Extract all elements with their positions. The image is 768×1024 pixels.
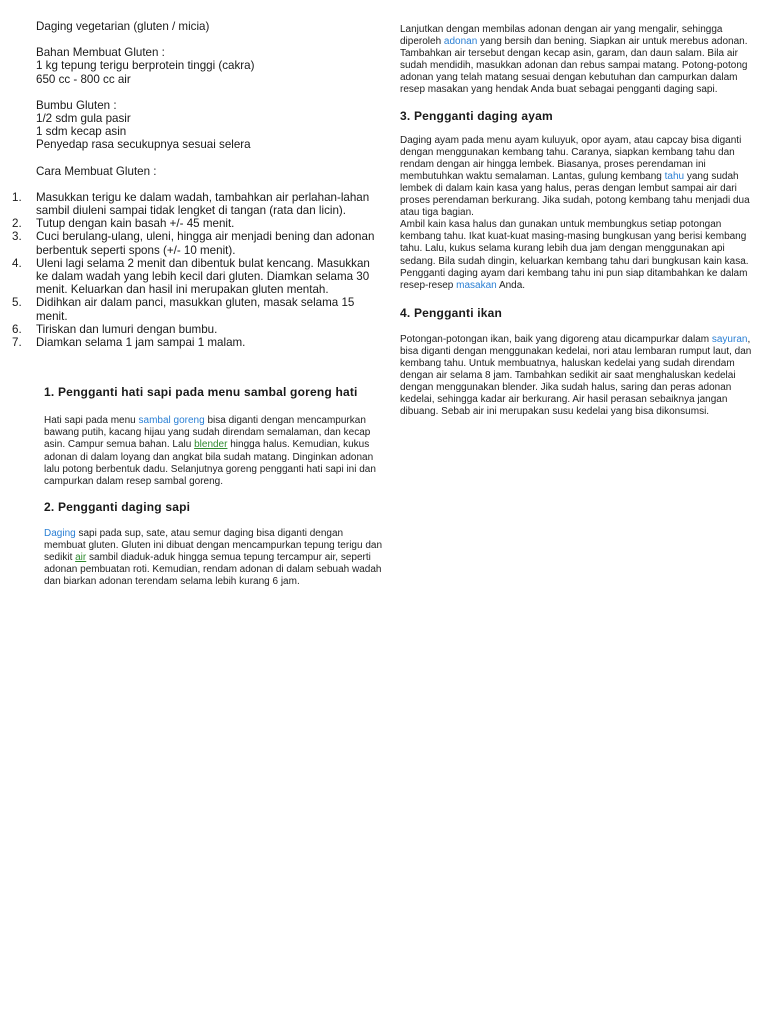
step-item: 5. Didihkan air dalam panci, masukkan gluten, masak selama 15 menit. <box>12 296 355 323</box>
method-heading: Cara Membuat Gluten : <box>36 164 157 178</box>
recipe-intro <box>0 20 376 191</box>
step-item: 2. Tutup dengan kain basah +/- 45 menit. <box>12 217 235 231</box>
seasoning-heading: Bumbu Gluten : <box>36 98 117 112</box>
section-body: Daging sapi pada sup, sate, atau semur daging bisa diganti dengan membuat gluten. Gluten ini dibuat dengan mencampurkan tepung terigu dan sedikit air sambil diaduk-aduk hingga semua tepung tercampur air, seperti adonan pembuatan roti. Kemudian, rendam adonan di dalam sebuah wadah dan biarkan adonan terendam selama lebih kurang 6 jam. <box>44 527 383 588</box>
step-item: 1. Masukkan terigu ke dalam wadah, tambahkan air perlahan-lahan sambil diuleni sampai tidak lengket di tangan (rata dan licin). <box>12 190 370 218</box>
section-body: Potongan-potongan ikan, baik yang digoreng atau dicampurkar dalam sayuran, bisa diganti dengan menggunakan kedelai, nori atau lembaran rumput laut, dan kembang tahu. Untuk membuatnya, haluskan kedelai yang sudah direndam dengan air selama 8 jam. Tambahkan sedikit air saat menghaluskan kedelai dengan menggunakan blender. Jika sudah halus, saring dan peras adonan kedelai, sehingga kadar air berkurang. Air hasil perasan sebaiknya jangan dibuang. Sebab air ini merupakan susu kedelai yang bisa dikonsumsi. <box>400 333 752 418</box>
link-adonan[interactable]: adonan <box>443 36 478 48</box>
section-hati-sapi <box>0 385 384 588</box>
seasoning-item: 1/2 sdm gula pasir <box>36 112 131 126</box>
link-tahu[interactable]: tahu <box>664 170 685 182</box>
step-item: 3. Cuci berulang-ulang, uleni, hingga air menjadi bening dan adonan berbentuk seperti spons (+/- 10 menit). <box>12 230 375 257</box>
link-masakan[interactable]: masakan <box>456 279 497 291</box>
step-item: 6. Tiriskan dan lumuri dengan bumbu. <box>12 322 218 336</box>
ingredient-item: 650 cc - 800 cc air <box>36 72 131 86</box>
section-body-continued: Lanjutkan dengan membilas adonan dengan air yang mengalir, sehingga diperoleh adonan yang bersih dan bening. Siapkan air untuk merebus adonan. Tambahkan air tersebut dengan kecap asin, garam, dan daun salam. Bila air sudah mendidih, masukkan adonan dan rebus sampai matang. Potong-potong adonan yang telah matang sesuai dengan kebutuhan dan campurkan dalam resep masakan yang hendak Anda buat sebagai pengganti daging sapi. <box>400 24 748 96</box>
left-column <box>0 20 390 588</box>
step-item: 7. Diamkan selama 1 jam sampai 1 malam. <box>12 336 246 350</box>
section-title: 1. Pengganti hati sapi pada menu sambal goreng hati <box>44 385 358 400</box>
section-body: Hati sapi pada menu sambal goreng bisa diganti dengan mencampurkan bawang putih, kacang hijau yang sudah direndam semalaman, dan kecap asin. Campur semua bahan. Lalu blender hingga halus. Kemudian, kukus adonan di dalam loyang dan angkat bila sudah matang. Dinginkan adonan lalu potong berbentuk dadu. Selanjutnya goreng pengganti hati sapi ini dan campurkan dalam resep sambal goreng. <box>44 415 376 487</box>
ingredient-item: 1 kg tepung terigu berprotein tinggi (cakra) <box>36 59 255 73</box>
right-column <box>400 24 752 418</box>
link-blender[interactable]: blender <box>194 439 228 451</box>
section-title: 2. Pengganti daging sapi <box>44 499 191 514</box>
seasoning-item: Penyedap rasa secukupnya sesuai selera <box>36 138 251 152</box>
section-title: 4. Pengganti ikan <box>400 305 503 320</box>
link-sambal-goreng[interactable]: sambal goreng <box>138 415 205 427</box>
ingredients-heading: Bahan Membuat Gluten : <box>36 46 165 60</box>
section-body: Daging ayam pada menu ayam kuluyuk, opor ayam, atau capcay bisa diganti dengan menggunakan kembang tahu. Caranya, siapkan kembang tahu dan rendam dengan air hingga lembek. Biasanya, proses perendaman ini membutuhkan waktu semalaman. Lantas, gulung kembang tahu yang sudah lembek di dalam kain kasa yang halus, peras dengan lembut sampai air dari proses perendaman berkurang. Jika sudah, potong kembang tahu menjadi dua atau tiga bagian. <box>400 134 750 219</box>
seasoning-item: 1 sdm kecap asin <box>36 125 127 139</box>
link-sayuran[interactable]: sayuran <box>711 333 748 345</box>
link-daging[interactable]: Daging <box>44 527 76 539</box>
section-body: Ambil kain kasa halus dan gunakan untuk membungkus setiap potongan kembang tahu. Ikat kuat-kuat masing-masing bungkusan yang berisi kembang tahu. Lalu, kukus selama kurang lebih dua jam dengan menggunakan api sedang. Bila sudah dingin, keluarkan kembang tahu dari bungkusan kain kasa. Pengganti daging ayam dari kembang tahu ini pun siap ditambahkan ke dalam resep-resep masakan Anda. <box>400 219 749 291</box>
method-steps <box>0 191 390 349</box>
section-title: 3. Pengganti daging ayam <box>400 108 553 123</box>
link-air[interactable]: air <box>75 552 87 564</box>
recipe-title: Daging vegetarian (gluten / micia) <box>36 20 210 33</box>
step-item: 4. Uleni lagi selama 2 menit dan dibentuk bulat kencang. Masukkan ke dalam wadah yang lebih kecil dari gluten. Diamkan selama 30 menit. Keluarkan dan hasil ini merupakan gluten mentah. <box>12 256 370 297</box>
